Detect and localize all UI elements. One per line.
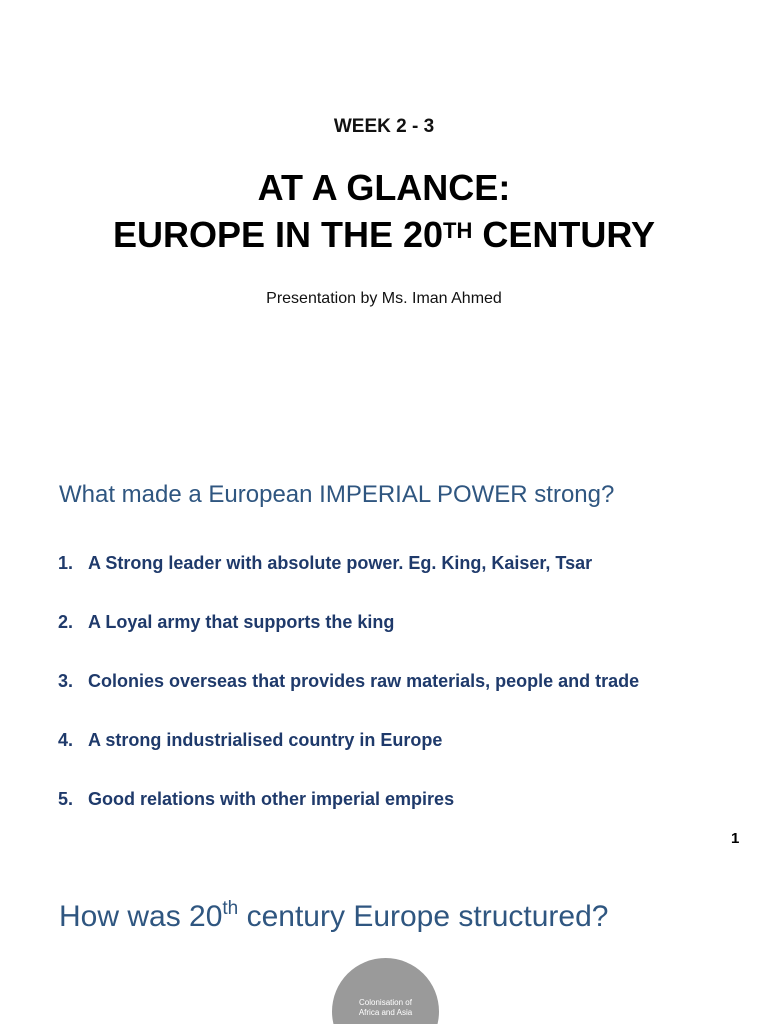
week-label: WEEK 2 - 3 [333, 116, 435, 137]
list-item-text: Good relations with other imperial empires [88, 789, 455, 809]
section-heading-post: century Europe structured? [238, 900, 609, 933]
title-line-2-sup: TH [443, 218, 473, 243]
question-heading: What made a European IMPERIAL POWER strong? [59, 481, 615, 508]
presenter-credit: Presentation by Ms. Iman Ahmed [266, 290, 502, 307]
list-item [58, 730, 639, 789]
title-line-2-post: CENTURY [472, 214, 656, 255]
circle-label-line-1: Colonisation of [359, 998, 412, 1007]
title-line-1: AT A GLANCE: [257, 167, 511, 208]
section-heading [59, 900, 608, 934]
list-item-number: 5. [58, 789, 74, 809]
page-title [0, 164, 768, 258]
section-heading-sup: th [222, 898, 239, 919]
list-item-number: 2. [58, 612, 74, 632]
list-item [58, 553, 639, 612]
imperial-power-list [58, 553, 639, 848]
page-number: 1 [731, 830, 740, 847]
list-item [58, 612, 639, 671]
section-heading-pre: How was 20 [59, 900, 223, 933]
list-item-number: 1. [58, 553, 74, 573]
list-item-number: 4. [58, 730, 74, 750]
list-item-text: A Loyal army that supports the king [88, 612, 395, 632]
list-item [58, 671, 639, 730]
list-item [58, 789, 639, 848]
circle-label-line-2: Africa and Asia [358, 1008, 413, 1017]
title-line-2-pre: EUROPE IN THE 20 [112, 214, 444, 255]
list-item-text: Colonies overseas that provides raw materials, people and trade [88, 671, 640, 691]
list-item-number: 3. [58, 671, 74, 691]
diagram-circle-node [332, 958, 439, 1024]
title-line-2 [0, 211, 768, 258]
circle-label [332, 998, 439, 1018]
list-item-text: A Strong leader with absolute power. Eg. King, Kaiser, Tsar [88, 553, 593, 573]
list-item-text: A strong industrialised country in Europe [88, 730, 443, 750]
